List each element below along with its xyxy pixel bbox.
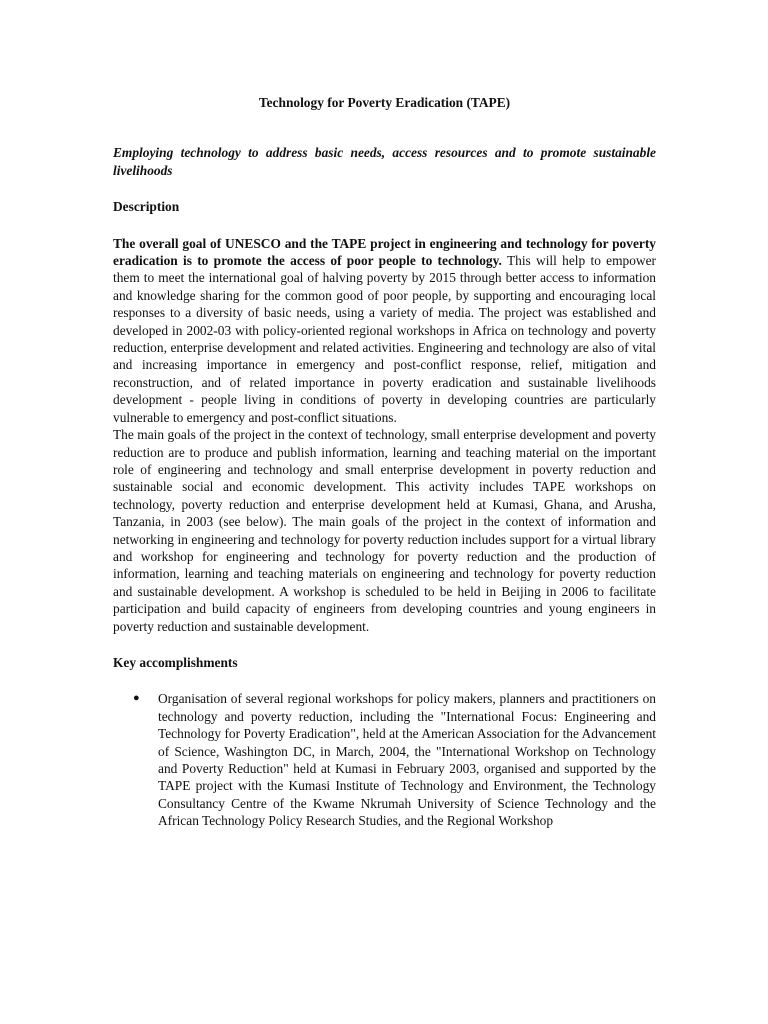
description-paragraph-1	[113, 235, 656, 426]
list-item-text: Organisation of several regional workshops for policy makers, planners and practitioners on technology and poverty reduction, including the "International Focus: Engineering and Technology for Poverty Eradication", held at the American Association for the Advancement of Science, Washington DC, in March, 2004, the "International Workshop on Technology and Poverty Reduction" held at Kumasi in February 2003, organised and supported by the TAPE project with the Kumasi Institute of Technology and Environment, the Technology Consultancy Centre of the Kwame Nkrumah University of Science Technology and the African Technology Policy Research Studies, and the Regional Workshop	[158, 691, 656, 829]
paragraph-body: This will help to empower them to meet the international goal of halving poverty by 2015 through better access to information and knowledge sharing for the common good of poor people, by supporting and encouraging local responses to a diversity of basic needs, using a variety of media. The project was established and developed in 2002-03 with policy-oriented regional workshops in Africa on technology and poverty reduction, enterprise development and related activities. Engineering and technology are also of vital and increasing importance in emergency and post-conflict response, relief, mitigation and reconstruction, and of related importance in poverty eradication and sustainable livelihoods development - people living in conditions of poverty in developing countries are particularly vulnerable to emergency and post-conflict situations.	[113, 253, 656, 425]
document-title: Technology for Poverty Eradication (TAPE)	[258, 95, 511, 110]
document-page	[113, 94, 656, 830]
description-heading: Description	[113, 199, 180, 215]
paragraph-lead-sentence: The overall goal of UNESCO and the TAPE project in engineering and technology for poverty eradication is to promote the access of poor people to technology.	[113, 235, 656, 269]
accomplishments-heading: Key accomplishments	[113, 654, 238, 670]
document-subtitle: Employing technology to address basic needs, access resources and to promote sustainable livelihoods	[113, 145, 656, 178]
bullet-icon: ●	[133, 692, 140, 705]
accomplishments-list	[113, 690, 656, 829]
description-paragraph-2: The main goals of the project in the context of technology, small enterprise development and poverty reduction are to produce and publish information, learning and teaching material on the important role of engineering and technology and small enterprise development in poverty reduction and sustainable social and economic development. This activity includes TAPE workshops on technology, poverty reduction and enterprise development held at Kumasi, Ghana, and Arusha, Tanzania, in 2003 (see below). The main goals of the project in the context of information and networking in engineering and technology for poverty reduction includes support for a virtual library and workshop for engineering and technology for poverty reduction and the production of information, learning and teaching materials on engineering and technology for poverty reduction and sustainable development. A workshop is scheduled to be held in Beijing in 2006 to facilitate participation and build capacity of engineers from developing countries and young engineers in poverty reduction and sustainable development.	[113, 427, 656, 634]
list-item	[113, 690, 656, 829]
